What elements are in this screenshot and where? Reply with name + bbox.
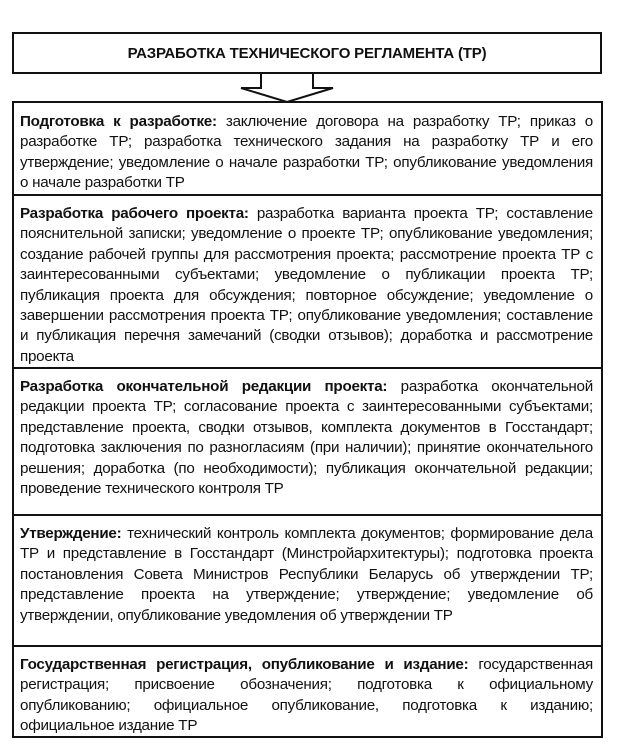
- stage-text: разработка окончательной редакции проекта ТР; согласование проекта с заинтересованными субъектами; представление проекта, сводки отзывов, комплекта документов в Госстандарт; подготовка заключения по разногласиям (при наличии); принятие окончательного решения; доработка (по необходимости); публикация окончательной редакции; проведение технического контроля ТР: [20, 378, 593, 498]
- stage-final-edition: [14, 367, 601, 514]
- title-box: [12, 32, 602, 74]
- diagram-title: РАЗРАБОТКА ТЕХНИЧЕСКОГО РЕГЛАМЕНТА (ТР): [127, 44, 487, 62]
- stage-heading: Разработка окончательной редакции проекта:: [20, 378, 388, 395]
- stage-text: государственная регистрация; присвоение обозначения; подготовка к официальному опубликованию; официальное опубликование, подготовка к изданию; официальное издание ТР: [20, 656, 593, 735]
- stage-text: технический контроль комплекта документов; формирование дела ТР и представление в Госстандарт (Минстройархитектуры); подготовка проекта постановления Совета Министров Республики Беларусь об утверждении ТР; представление проекта на утверждение; утверждение; уведомление об утверждении, опубликование уведомления об утверждении ТР: [20, 525, 593, 624]
- stages-list: [12, 101, 603, 738]
- stage-text: разработка варианта проекта ТР; составление пояснительной записки; уведомление о проекте ТР; опубликование уведомления; создание рабочей группы для рассмотрения проекта; рассмотрение проекта ТР с заинтересованными субъектами; уведомление о публикации проекта ТР; публикация проекта для обсуждения; повторное обсуждение; уведомление о завершении рассмотрения проекта ТР; опубликование уведомления; составление и публикация перечня замечаний (сводки отзывов); доработка и рассмотрение проекта: [20, 205, 593, 365]
- stage-heading: Государственная регистрация, опубликование и издание:: [20, 656, 469, 673]
- stage-heading: Утверждение:: [20, 525, 122, 542]
- stage-heading: Разработка рабочего проекта:: [20, 205, 249, 222]
- stage-heading: Подготовка к разработке:: [20, 113, 217, 130]
- down-arrow-icon: [237, 74, 337, 104]
- stage-working-draft: [14, 194, 601, 367]
- stage-registration-publication: [14, 645, 601, 736]
- stage-approval: [14, 514, 601, 645]
- stage-text: заключение договора на разработку ТР; приказ о разработке ТР; разработка технического задания на разработку ТР и его утверждение; уведомление о начале разработки ТР; опубликование уведомления о начале разработки ТР: [20, 113, 593, 192]
- stage-preparation: [14, 103, 601, 194]
